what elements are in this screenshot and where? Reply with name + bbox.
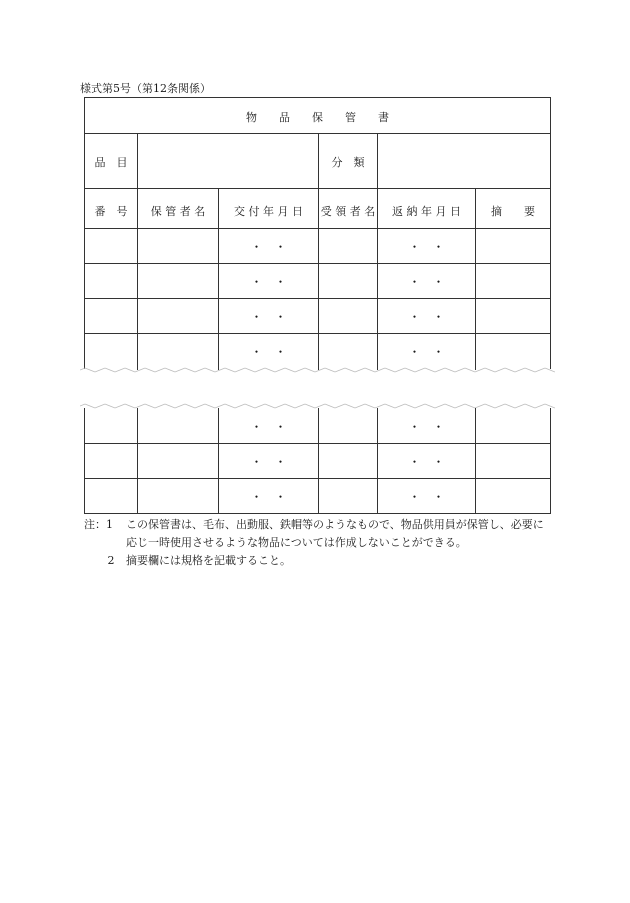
header-recipient-name: 受 領 者 名	[320, 205, 376, 218]
issue-date-row-5[interactable]: ・ ・	[250, 420, 287, 434]
return-date-row-4[interactable]: ・ ・	[408, 345, 445, 359]
return-date-row-5[interactable]: ・ ・	[408, 420, 445, 434]
item-label: 品 目	[94, 156, 128, 169]
header-number: 番 号	[94, 205, 128, 218]
header-remarks: 摘 要	[491, 205, 535, 218]
tear-line-top	[80, 366, 555, 374]
header-return-date: 返 納 年 月 日	[392, 205, 461, 218]
issue-date-row-7[interactable]: ・ ・	[250, 490, 287, 504]
return-date-row-1[interactable]: ・ ・	[408, 240, 445, 254]
classification-label: 分 類	[331, 156, 365, 169]
issue-date-row-4[interactable]: ・ ・	[250, 345, 287, 359]
return-date-row-6[interactable]: ・ ・	[408, 455, 445, 469]
return-date-row-7[interactable]: ・ ・	[408, 490, 445, 504]
storage-form-table-top	[84, 97, 551, 369]
issue-date-row-3[interactable]: ・ ・	[250, 310, 287, 324]
note-number-2: 2	[107, 554, 115, 567]
note-text-1: この保管書は、毛布、出動服、鉄帽等のようなもので、物品供用員が保管し、必要に応じ一時使用させるような物品については作成しないことができる。	[126, 518, 544, 549]
notes-prefix: 注：1	[84, 518, 113, 531]
issue-date-row-6[interactable]: ・ ・	[250, 455, 287, 469]
header-custodian-name: 保 管 者 名	[150, 205, 206, 218]
header-issue-date: 交 付 年 月 日	[234, 205, 303, 218]
return-date-row-3[interactable]: ・ ・	[408, 310, 445, 324]
form-title: 物 品 保 管 書	[246, 111, 389, 124]
issue-date-row-2[interactable]: ・ ・	[250, 275, 287, 289]
note-text-2: 摘要欄には規格を記載すること。	[126, 554, 291, 567]
note-item-1	[84, 516, 554, 552]
note-item-2	[84, 552, 554, 570]
issue-date-row-1[interactable]: ・ ・	[250, 240, 287, 254]
notes-section	[84, 516, 554, 570]
return-date-row-2[interactable]: ・ ・	[408, 275, 445, 289]
storage-form-table-bottom	[84, 408, 551, 514]
form-label: 様式第5号（第12条関係）	[80, 82, 211, 95]
